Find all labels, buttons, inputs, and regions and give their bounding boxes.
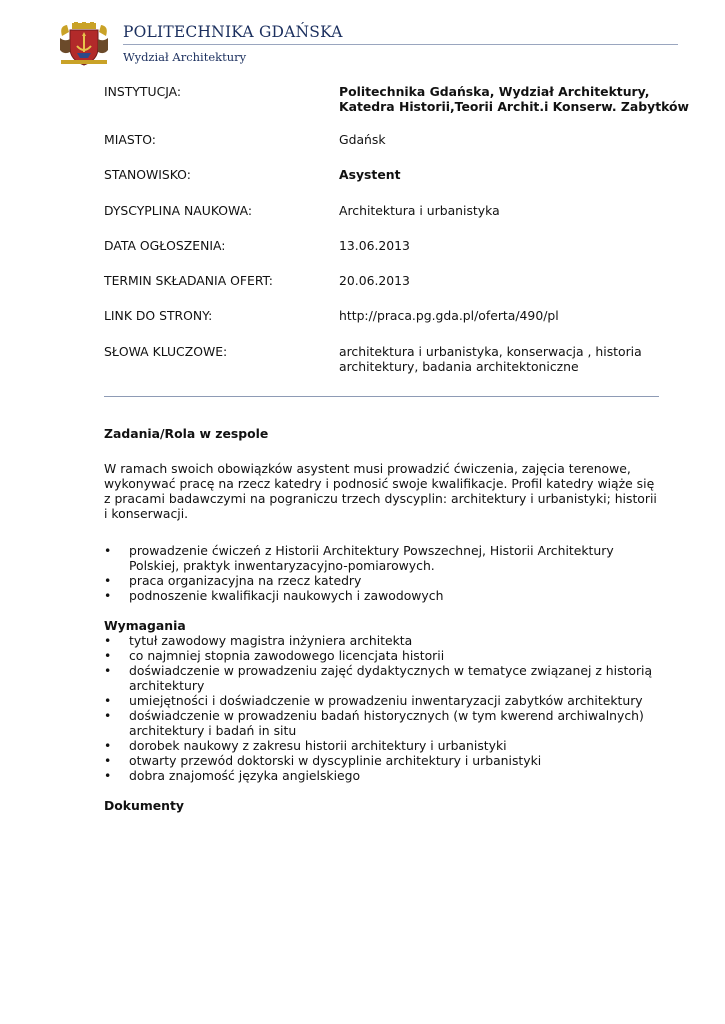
university-name: POLITECHNIKA GDAŃSKA [123,23,343,41]
documents-heading: Dokumenty [104,798,184,813]
list-item: • dorobek naukowy z zakresu historii architektury i urbanistyki [104,738,664,753]
list-item: • dobra znajomość języka angielskiego [104,768,664,783]
info-value: architektura i urbanistyka, konserwacja , historia architektury, badania architektoniczne [339,344,642,374]
list-item: • praca organizacyjna na rzecz katedry [104,573,664,588]
info-value: Asystent [339,167,401,182]
requirements-heading: Wymagania [104,618,186,633]
list-item: • podnoszenie kwalifikacji naukowych i zawodowych [104,588,664,603]
info-label: DATA OGŁOSZENIA: [104,238,226,253]
info-value: 20.06.2013 [339,273,410,288]
section-divider [104,396,659,397]
info-label: LINK DO STRONY: [104,308,213,323]
info-label: DYSCYPLINA NAUKOWA: [104,203,253,218]
job-description [104,426,664,813]
info-label: INSTYTUCJA: [104,84,182,99]
info-label: MIASTO: [104,132,156,147]
tasks-heading: Zadania/Rola w zespole [104,426,269,441]
faculty-name: Wydział Architektury [123,50,247,64]
university-crest-icon [57,22,111,66]
list-item: • doświadczenie w prowadzeniu zajęć dydaktycznych w tematyce związanej z historią architektury [104,663,664,693]
offer-link[interactable]: http://praca.pg.gda.pl/oferta/490/pl [339,308,559,323]
list-item: • prowadzenie ćwiczeń z Historii Architektury Powszechnej, Historii Architektury Polskiej, praktyk inwentaryzacyjno-pomiarowych. [104,543,664,573]
tasks-list [104,543,664,603]
info-value: Gdańsk [339,132,386,147]
info-value: Architektura i urbanistyka [339,203,500,218]
info-value: Politechnika Gdańska, Wydział Architektury, Katedra Historii,Teorii Archit.i Konserw. Zabytków [339,84,689,114]
list-item: • tytuł zawodowy magistra inżyniera architekta [104,633,664,648]
info-label: STANOWISKO: [104,167,191,182]
info-value: 13.06.2013 [339,238,410,253]
info-label: TERMIN SKŁADANIA OFERT: [104,273,273,288]
requirements-list [104,633,664,783]
list-item: • co najmniej stopnia zawodowego licencjata historii [104,648,664,663]
list-item: • otwarty przewód doktorski w dyscyplinie architektury i urbanistyki [104,753,664,768]
info-label: SŁOWA KLUCZOWE: [104,344,228,359]
list-item: • umiejętności i doświadczenie w prowadzeniu inwentaryzacji zabytków architektury [104,693,664,708]
list-item: • doświadczenie w prowadzeniu badań historycznych (w tym kwerend archiwalnych) architektury i badań in situ [104,708,664,738]
tasks-intro: W ramach swoich obowiązków asystent musi prowadzić ćwiczenia, zajęcia terenowe, wykonywać pracę na rzecz katedry i podnosić swoje kwalifikacje. Profil katedry wiąże się z pracami badawczymi na pograniczu trzech dyscyplin: architektury i urbanistyki; historii i konserwacji. [104,461,657,521]
page-header [55,18,680,70]
header-divider [123,44,678,45]
